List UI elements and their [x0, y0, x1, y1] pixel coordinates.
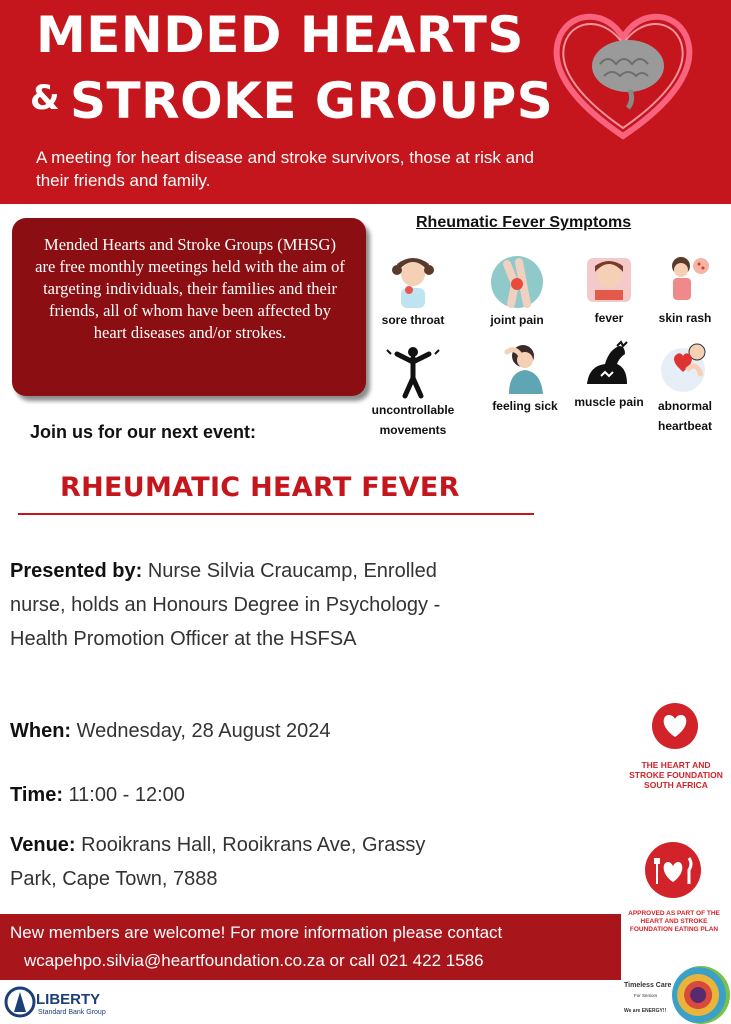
abnormal-heartbeat-icon — [657, 340, 713, 396]
when-value: Wednesday, 28 August 2024 — [71, 720, 331, 742]
eating-plan-text: APPROVED AS PART OF THE HEART AND STROKE FOUNDATION EATING PLAN — [628, 910, 720, 933]
uncontrollable-movements-icon — [385, 344, 441, 400]
symptom-skin-rash — [640, 252, 730, 328]
banner-line-1: New members are welcome! For more information please contact — [10, 923, 503, 942]
title-line-1: MENDED HEARTS — [36, 6, 524, 64]
sore-throat-icon — [385, 254, 441, 310]
heart-icon — [652, 703, 698, 749]
symptom-label: muscle pain — [574, 395, 644, 409]
event-when — [10, 714, 331, 748]
fork-heart-knife-icon — [645, 842, 701, 898]
hsf-logo — [652, 703, 698, 749]
time-value: 11:00 - 12:00 — [62, 784, 185, 806]
feeling-sick-icon — [497, 340, 553, 396]
time-label: Time: — [10, 784, 63, 806]
fever-icon — [581, 252, 637, 308]
skin-rash-icon — [657, 252, 713, 308]
symptoms-title: Rheumatic Fever Symptoms — [416, 214, 632, 231]
symptom-uncontrollable-movements — [368, 344, 458, 440]
venue-value: Rooikrans Hall, Rooikrans Ave, Grassy Park, Cape Town, 7888 — [10, 834, 426, 890]
joint-pain-icon — [489, 254, 545, 310]
timeless-care-tag: We are ENERGY!! — [624, 1008, 667, 1014]
presented-by — [10, 554, 450, 656]
title-line-2: STROKE GROUPS — [70, 72, 554, 130]
presented-by-label: Presented by: — [10, 560, 143, 582]
muscle-pain-icon — [581, 336, 637, 392]
liberty-subtitle: Standard Bank Group — [38, 1009, 106, 1016]
symptom-sore-throat — [368, 254, 458, 330]
symptom-label: abnormal heartbeat — [657, 399, 713, 433]
symptom-feeling-sick — [480, 340, 570, 416]
about-box — [12, 218, 366, 396]
about-text: Mended Hearts and Stroke Groups (MHSG) are free monthly meetings held with the aim of targeting individuals, their families and their friends, all of whom have been affected by heart diseases and/or strokes. — [35, 235, 345, 342]
when-label: When: — [10, 720, 72, 742]
symptom-joint-pain — [472, 254, 562, 330]
symptom-label: uncontrollable movements — [371, 403, 455, 437]
heart-brain-icon — [548, 4, 698, 144]
presented-by-value: Nurse Silvia Craucamp, Enrolled nurse, holds an Honours Degree in Psychology - Health Promotion Officer at the HSFSA — [10, 560, 441, 650]
timeless-care-swirl-icon — [672, 966, 730, 1024]
event-title-divider — [18, 513, 534, 515]
symptom-abnormal-heartbeat — [640, 340, 730, 436]
symptom-label: joint pain — [490, 313, 544, 327]
liberty-name: LIBERTY — [36, 991, 101, 1008]
timeless-care-name: Timeless Care — [624, 982, 672, 989]
timeless-care-sub: For Seniors — [634, 993, 658, 998]
event-venue — [10, 828, 450, 896]
join-heading: Join us for our next event: — [30, 422, 257, 442]
venue-label: Venue: — [10, 834, 76, 856]
event-title: RHEUMATIC HEART FEVER — [60, 472, 460, 503]
symptom-label: feeling sick — [492, 399, 558, 413]
title-ampersand: & — [30, 78, 60, 118]
header-band — [0, 0, 731, 204]
hsf-name: THE HEART AND STROKE FOUNDATION SOUTH AFRICA — [629, 760, 723, 790]
header-subtitle: A meeting for heart disease and stroke survivors, those at risk and their friends and family. — [36, 148, 534, 190]
symptom-label: fever — [594, 311, 624, 325]
symptom-label: sore throat — [381, 313, 445, 327]
banner-line-2[interactable]: wcapehpo.silvia@heartfoundation.co.za or call 021 422 1586 — [24, 951, 484, 970]
contact-banner — [0, 914, 621, 980]
eating-plan-logo — [645, 842, 701, 898]
symptom-label: skin rash — [658, 311, 712, 325]
event-time — [10, 778, 185, 812]
